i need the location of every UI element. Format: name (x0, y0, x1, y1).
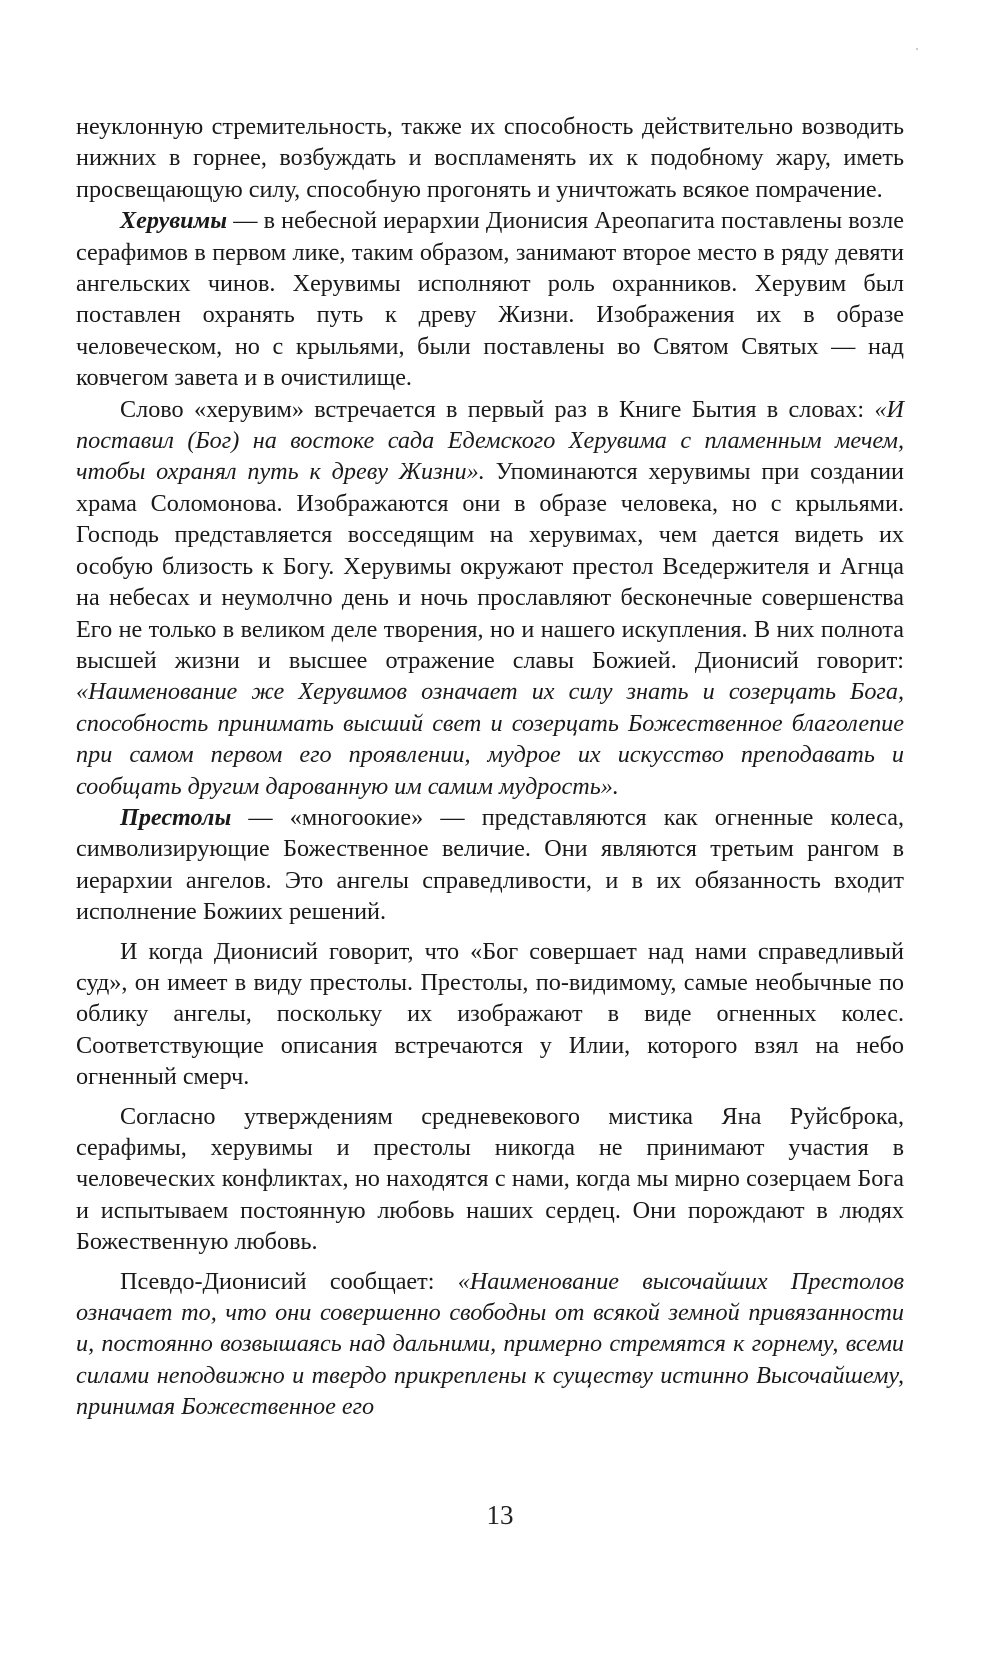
quote-genesis: «И поставил (Бог) на востоке сада Едемского Херувима с пламенным мечем, чтобы охранял путь к древу Жизни». (76, 395, 904, 486)
paragraph-thrones (76, 802, 904, 928)
paragraph-word-cherub-body: Упоминаются херувимы при создании храма Соломонова. Изображаются они в образе человека, но с крыльями. Господь представляется восседящим на херувимах, чем дается видеть их особую близость к Богу. Херувимы окружают престол Вседержителя и Агнца на небесах и неумолчно день и ночь прославляют бесконечные совершенства Его не только в великом деле творения, но и нашего искупления. В них полнота высшей жизни и высшее отражение славы Божией. Дионисий говорит: (76, 458, 904, 674)
paragraph-ruysbroeck (76, 1101, 904, 1258)
paragraph-word-cherub-intro: Слово «херувим» встречается в первый раз в Книге Бытия в словах: (120, 395, 875, 423)
paragraph-pseudo-dionysius (76, 1266, 904, 1423)
paragraph-thrones-text: — «многоокие» — представляются как огненные колеса, символизирующие Божественное величие. Они являются третьим рангом в иерархии ангелов. Это ангелы справедливости, и в их обязанность входит исполнение Божиих решений. (76, 803, 904, 926)
term-cherubim: Херувимы (120, 207, 227, 235)
paragraph-word-cherub (76, 394, 904, 802)
page-number: 13 (486, 1500, 514, 1530)
paragraph-1-text: неуклонную стремительность, также их способность действительно возводить нижних в горнее, возбуждать и воспламенять их к подобному жару, иметь просвещающую силу, способную прогонять и уничтожать всякое помрачение. (76, 113, 904, 203)
quote-thrones: «Наименование высочайших Престолов означает то, что они совершенно свободны от всякой земной привязанности и, постоянно возвышаясь над дальними, примерно стремятся к горнему, всеми силами неподвижно и твердо прикреплены к существу истинно Высочайшему, принимая Божественное его (76, 1267, 904, 1421)
paragraph-ruysbroeck-text: Согласно утверждениям средневекового мистика Яна Руйсброка, серафимы, херувимы и престолы никогда не принимают участия в человеческих конфликтах, но находятся с нами, когда мы мирно созерцаем Бога и испытываем постоянную любовь наших сердец. Они порождают в людях Божественную любовь. (76, 1102, 904, 1256)
body-text (76, 111, 904, 1423)
paragraph-cherubim-text: — в небесной иерархии Дионисия Ареопагита поставлены возле серафимов в первом лике, таким образом, занимают второе место в ряду девяти ангельских чинов. Херувимы исполняют роль охранников. Херувим был поставлен охранять путь к древу Жизни. Изображения их в образе человеческом, но с крыльями, были поставлены во Святом Святых — над ковчегом завета и в очистилище. (76, 207, 904, 392)
paragraph-judgement (76, 936, 904, 1093)
paragraph-cherubim (76, 205, 904, 393)
paragraph-pseudo-dionysius-intro: Псевдо-Дионисий сообщает: (120, 1267, 458, 1295)
paragraph-judgement-text: И когда Дионисий говорит, что «Бог совершает над нами справедливый суд», он имеет в виду престолы. Престолы, по-видимому, самые необычные по облику ангелы, поскольку их изображают в виде огненных колес. Соответствующие описания встречаются у Илии, которого взял на небо огненный смерч. (76, 937, 904, 1091)
term-thrones: Престолы (120, 803, 232, 831)
paragraph-1 (76, 111, 904, 205)
scan-speck (916, 48, 918, 50)
quote-dionysius-cherubim: «Наименование же Херувимов означает их силу знать и созерцать Бога, способность принимать высший свет и созерцать Божественное благолепие при самом первом его проявлении, мудрое их искусство преподавать и сообщать другим дарованную им самим мудрость». (76, 678, 904, 800)
